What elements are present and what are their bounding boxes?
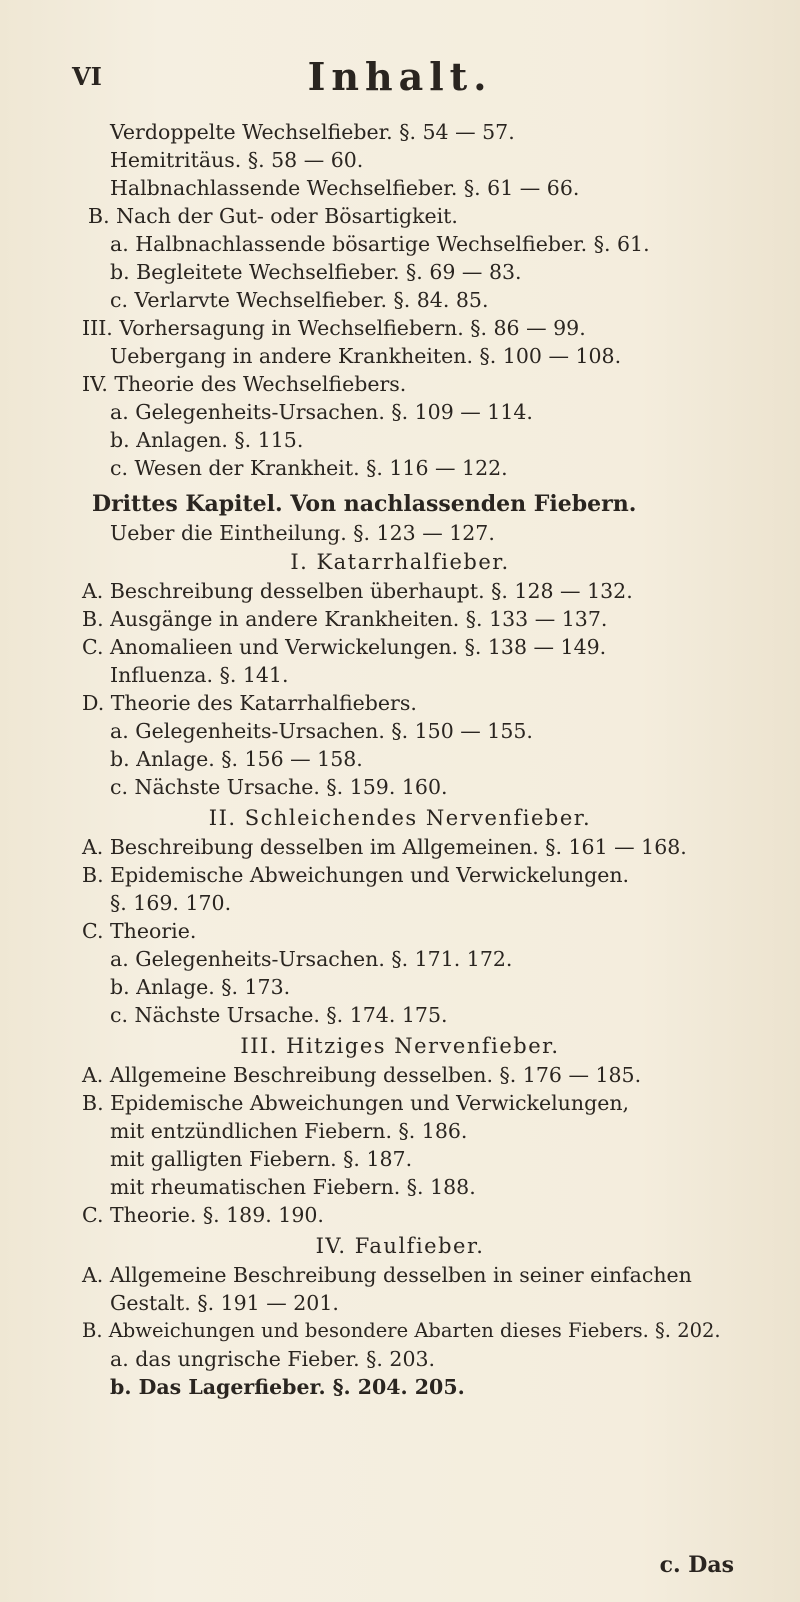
toc-entry: IV. Theorie des Wechselfiebers.: [82, 372, 407, 396]
page-number: VI: [72, 62, 102, 91]
page-header: [0, 54, 800, 100]
toc-entry: a. das ungrische Fieber. §. 203.: [110, 1347, 436, 1371]
toc-entry: a. Gelegenheits-Ursachen. §. 150 — 155.: [110, 719, 533, 743]
toc-entry: C. Theorie.: [82, 919, 197, 943]
toc-entry: Halbnachlassende Wechselfieber. §. 61 — 66.: [110, 176, 580, 200]
toc-entry: a. Gelegenheits-Ursachen. §. 109 — 114.: [110, 400, 533, 424]
toc-entry: b. Anlage. §. 156 — 158.: [110, 747, 363, 771]
toc-entry: A. Beschreibung desselben im Allgemeinen. §. 161 — 168.: [82, 835, 687, 859]
toc-entry: Verdoppelte Wechselfieber. §. 54 — 57.: [110, 120, 515, 144]
toc-entry: D. Theorie des Katarrhalfiebers.: [82, 691, 417, 715]
toc-entry: Hemitritäus. §. 58 — 60.: [110, 148, 364, 172]
section-heading: II. Schleichendes Nervenfieber.: [208, 806, 592, 830]
toc-entry: mit galligten Fiebern. §. 187.: [110, 1147, 413, 1171]
toc-entry: c. Wesen der Krankheit. §. 116 — 122.: [110, 456, 508, 480]
toc-entry: Gestalt. §. 191 — 201.: [110, 1291, 339, 1315]
toc-entry: a. Gelegenheits-Ursachen. §. 171. 172.: [110, 947, 513, 971]
toc-entry: a. Halbnachlassende bösartige Wechselfieber. §. 61.: [110, 232, 650, 256]
toc-entry: b. Das Lagerfieber. §. 204. 205.: [110, 1375, 465, 1399]
toc-entry: b. Begleitete Wechselfieber. §. 69 — 83.: [110, 260, 522, 284]
toc-entry: mit rheumatischen Fiebern. §. 188.: [110, 1175, 476, 1199]
toc-entry: §. 169. 170.: [110, 891, 232, 915]
toc-entry: c. Verlarvte Wechselfieber. §. 84. 85.: [110, 288, 489, 312]
toc-entry: B. Ausgänge in andere Krankheiten. §. 133 — 137.: [82, 607, 608, 631]
chapter-heading: Drittes Kapitel. Von nachlassenden Fiebern.: [92, 491, 637, 517]
toc-entry: B. Nach der Gut- oder Bösartigkeit.: [88, 204, 458, 228]
toc-entry: III. Vorhersagung in Wechselfiebern. §. 86 — 99.: [82, 316, 586, 340]
toc-entry: A. Allgemeine Beschreibung desselben in seiner einfachen: [82, 1263, 692, 1287]
section-heading: IV. Faulfieber.: [315, 1234, 485, 1258]
toc-entry: C. Theorie. §. 189. 190.: [82, 1203, 324, 1227]
section-heading: I. Katarrhalfieber.: [290, 550, 510, 574]
toc-entry: C. Anomalieen und Verwickelungen. §. 138 — 149.: [82, 635, 607, 659]
toc-entry: mit entzündlichen Fiebern. §. 186.: [110, 1119, 468, 1143]
toc-entry: B. Epidemische Abweichungen und Verwickelungen,: [82, 1091, 630, 1115]
toc-entry: Ueber die Eintheilung. §. 123 — 127.: [110, 521, 495, 545]
toc-entry: B. Epidemische Abweichungen und Verwickelungen.: [82, 863, 630, 887]
toc-entry: A. Beschreibung desselben überhaupt. §. 128 — 132.: [82, 579, 633, 603]
toc-entry: Uebergang in andere Krankheiten. §. 100 — 108.: [110, 344, 622, 368]
toc-entry: Influenza. §. 141.: [110, 663, 289, 687]
toc-entry: b. Anlage. §. 173.: [110, 975, 291, 999]
toc-entry: c. Nächste Ursache. §. 159. 160.: [110, 775, 448, 799]
section-heading: III. Hitziges Nervenfieber.: [240, 1034, 560, 1058]
toc-entry: A. Allgemeine Beschreibung desselben. §. 176 — 185.: [82, 1063, 642, 1087]
toc-entry: c. Nächste Ursache. §. 174. 175.: [110, 1003, 448, 1027]
toc-entry: b. Anlagen. §. 115.: [110, 428, 304, 452]
running-title: Inhalt.: [307, 54, 493, 99]
toc-entry: B. Abweichungen und besondere Abarten dieses Fiebers. §. 202.: [82, 1319, 721, 1342]
catchword: c. Das: [659, 1552, 734, 1578]
